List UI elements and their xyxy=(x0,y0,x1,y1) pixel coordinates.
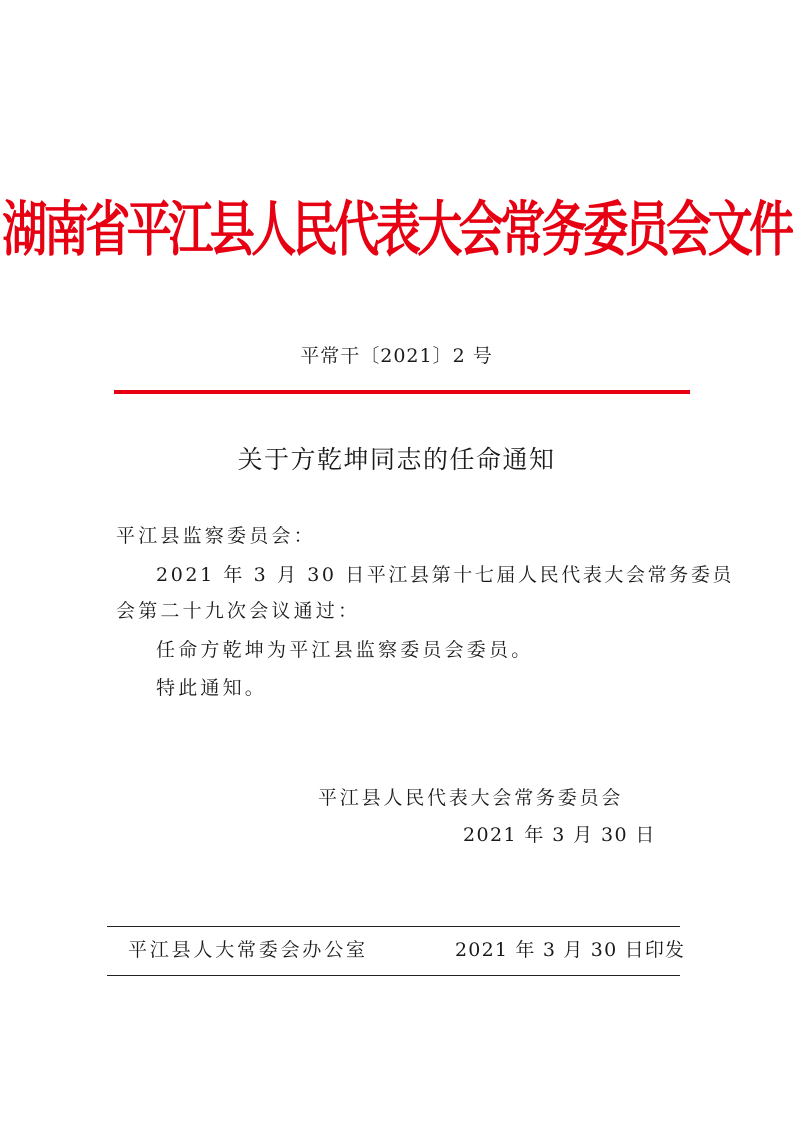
body-paragraph-3: 特此通知。 xyxy=(156,677,268,699)
red-separator-line xyxy=(114,390,690,394)
notice-title: 关于方乾坤同志的任命通知 xyxy=(237,445,556,474)
footer-issue-date: 2021 年 3 月 30 日印发 xyxy=(455,939,686,961)
document-number: 平常干〔2021〕2 号 xyxy=(300,345,493,367)
masthead-title: 湖南省平江县人民代表大会常务委员会文件 xyxy=(2,194,791,265)
body-paragraph-1-line-2: 会第二十九次会议通过： xyxy=(116,600,361,622)
body-paragraph-2: 任命方乾坤为平江县监察委员会委员。 xyxy=(156,639,534,661)
footer-bottom-rule xyxy=(107,975,680,976)
footer-top-rule xyxy=(107,926,680,927)
body-paragraph-1-line-1: 2021 年 3 月 30 日平江县第十七届人民代表大会常务委员 xyxy=(156,564,735,586)
salutation: 平江县监察委员会： xyxy=(116,525,316,547)
footer-issuing-office: 平江县人大常委会办公室 xyxy=(128,939,368,961)
signature-date: 2021 年 3 月 30 日 xyxy=(463,824,656,846)
signature-organization: 平江县人民代表大会常务委员会 xyxy=(318,787,624,809)
